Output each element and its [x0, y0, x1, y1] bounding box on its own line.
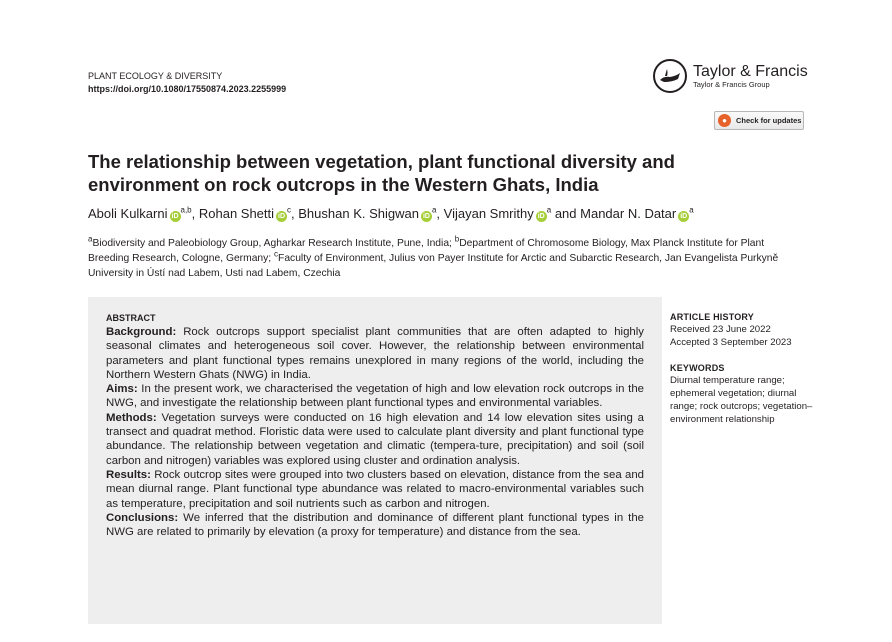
author-affil-mark: a: [431, 205, 437, 215]
publisher-name: Taylor & Francis: [693, 63, 808, 80]
affiliations: [88, 236, 804, 281]
abstract-heading: ABSTRACT: [106, 313, 156, 323]
author-name: Vijayan Smrithy: [443, 206, 534, 221]
received-date: Received 23 June 2022: [670, 323, 771, 335]
affiliation: Department of Chromosome Biology, Max Planck Institute for Plant Breeding Research, Cologne, Germany;: [88, 238, 765, 264]
affiliation: Faculty of Environment, Julius von Payer Institute for Arctic and Subarctic Research, Jan Evangelista Purkyně University in Ústí nad Labem, Usti nad Labem, Czechia: [88, 253, 779, 279]
author-name: Bhushan K. Shigwan: [298, 206, 419, 221]
affil-mark: a: [88, 234, 93, 244]
section-label: Results:: [106, 468, 151, 481]
article-title: The relationship between vegetation, plant functional diversity and environment on rock outcrops in the Western Ghats, India: [88, 151, 675, 195]
author-affil-mark: c: [287, 205, 292, 215]
article-sidebar: [670, 311, 820, 426]
abstract-section: [106, 382, 644, 411]
orcid-icon[interactable]: iD: [171, 213, 179, 220]
check-for-updates-button[interactable]: [714, 111, 804, 130]
authors-and: and: [554, 206, 577, 221]
keywords-text: Diurnal temperature range; ephemeral vegetation; diurnal range; rock outcrops; vegetation–environment relationship: [670, 375, 813, 425]
orcid-icon[interactable]: iD: [422, 213, 430, 220]
doi-link[interactable]: https://doi.org/10.1080/17550874.2023.2255999: [88, 84, 287, 94]
publisher-logo: [653, 59, 808, 93]
abstract-box: [88, 297, 662, 624]
oil-lamp-icon: [653, 59, 687, 93]
author-affil-mark: a: [689, 205, 694, 215]
section-text: Rock outcrops support specialist plant communities that are often adapted to highly seasonal climates and heterogeneous soil cover. However, the relationship between environmental parameters and plant functional types remains unexplored in many regions of the world, including the Northern Western Ghats (NWG) in India.: [106, 326, 644, 381]
abstract-section: [106, 468, 644, 511]
section-text: We inferred that the distribution and dominance of different plant functional types in the NWG are related to primarily by elevation (a proxy for temperature) and distance from the sea.: [106, 511, 644, 539]
section-label: Methods:: [106, 411, 157, 424]
section-label: Aims:: [106, 383, 138, 396]
section-text: Vegetation surveys were conducted on 16 high elevation and 14 low elevation sites using a transect and quadrat method. Floristic data were used to calculate plant diversity and plant functional type abundance. The relationship between vegetation and climatic (tempera-ture, precipitation) and soil (soil carbon and nitrogen) variables was explored using cluster and ordination analysis.: [106, 411, 644, 467]
journal-name: PLANT ECOLOGY & DIVERSITY: [88, 71, 223, 81]
orcid-icon[interactable]: iD: [278, 213, 286, 220]
affil-mark: c: [274, 249, 279, 259]
abstract-section: [106, 511, 644, 540]
check-updates-label: Check for updates: [736, 116, 802, 125]
author-name: Aboli Kulkarni: [88, 206, 168, 221]
keywords-heading: KEYWORDS: [670, 363, 725, 374]
author-affil-mark: a: [546, 205, 552, 215]
affiliation: Biodiversity and Paleobiology Group, Agharkar Research Institute, Pune, India;: [92, 238, 452, 249]
publisher-group: Taylor & Francis Group: [693, 80, 770, 89]
orcid-icon[interactable]: iD: [537, 213, 545, 220]
author-name: Mandar N. Datar: [580, 206, 677, 221]
journal-header: [88, 70, 286, 96]
update-icon: ●: [718, 114, 731, 127]
article-history-heading: ARTICLE HISTORY: [670, 312, 755, 322]
abstract-section: [106, 411, 644, 468]
author-name: Rohan Shetti: [198, 206, 275, 221]
accepted-date: Accepted 3 September 2023: [670, 336, 792, 348]
section-label: Conclusions:: [106, 511, 179, 524]
orcid-icon[interactable]: iD: [680, 213, 688, 220]
abstract-section: [106, 325, 644, 382]
section-text: In the present work, we characterised the vegetation of high and low elevation rock outcrops in the NWG, and investigate the relationship between plant functional types and environmental variables.: [106, 383, 644, 410]
section-label: Background:: [106, 326, 177, 338]
author-list: Aboli Kulkarni iD$^{a,b}$, Rohan Shetti $iD^c$, Bhushan K. Shigwan $iD^a$, Vijayan Smrithy $iD^a$ and Mandar N. Datar $iD^a$: [88, 205, 694, 221]
author-affil-mark: a,b: [180, 205, 192, 215]
affil-mark: b: [454, 234, 460, 244]
section-text: Rock outcrop sites were grouped into two clusters based on elevation, distance from the sea and mean diurnal range. Plant functional type abundance was related to macro-environmental variables such as temperature, precipitation and soil nutrients such as carbon and nitrogen.: [106, 468, 644, 510]
